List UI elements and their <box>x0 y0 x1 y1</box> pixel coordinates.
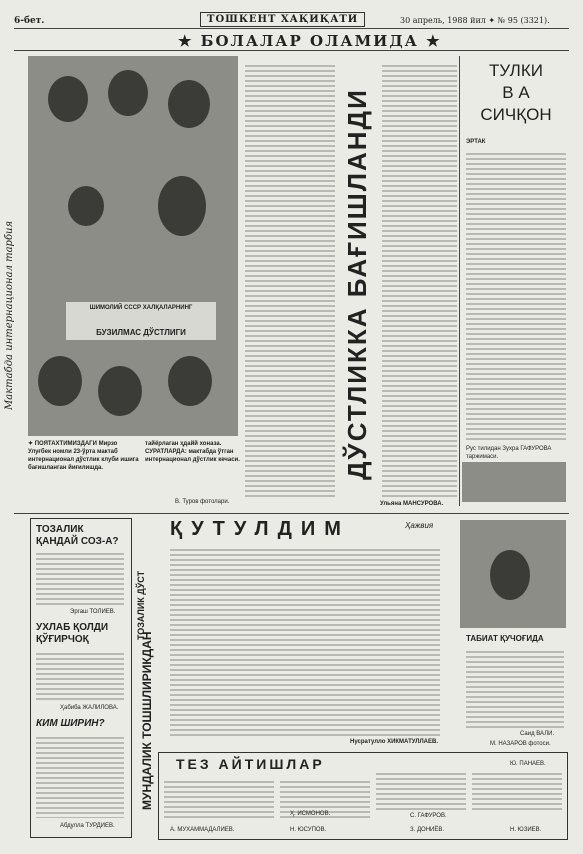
tez-aytish-col-3 <box>376 770 466 810</box>
tulki-subtitle: ЭРТАК <box>466 139 486 145</box>
main-story-column-2 <box>382 62 457 500</box>
feature-photo-credit: В. Туров фотолари. <box>175 499 230 505</box>
tulki-title-2: В А <box>502 83 530 102</box>
banner-line-2: БУЗИЛМАС ДЎСТЛИГИ <box>66 326 216 340</box>
kutuldim-title: ҚУТУЛДИМ <box>170 518 350 540</box>
tozalik-title: ТОЗАЛИК ҚАНДАЙ СОЗ-А? <box>36 524 119 547</box>
newspaper-title: ТОШКЕНТ ХАҚИҚАТИ <box>200 12 365 27</box>
tabiat-author: Саид ВАЛИ. <box>520 731 555 737</box>
section-rule <box>14 50 569 51</box>
tabiat-photo-credit: М. НАЗАРОВ фотоси. <box>490 741 551 747</box>
tulki-illustration <box>462 462 566 502</box>
kim-shirin-title: КИМ ШИРИН? <box>36 718 105 729</box>
vertical-label-2: МУНДАЛИК ТОШШЛИРИКДАН <box>140 631 154 810</box>
tez-aytish-author-2: Ҳ. ИСМОНОВ. <box>290 811 331 817</box>
tozalik-author: Эргаш ТОЛИЕВ. <box>70 609 116 615</box>
tulki-body <box>466 150 566 440</box>
tabiat-photo <box>460 520 566 628</box>
page-number: 6-бет. <box>14 16 45 26</box>
tozalik-body <box>36 550 124 606</box>
tulki-title-1: ТУЛКИ <box>489 61 543 80</box>
section-title: ★ БОЛАЛАР ОЛАМИДА ★ <box>178 32 442 50</box>
column-divider <box>459 56 460 506</box>
kutuldim-body <box>170 546 440 736</box>
banner-line-1: ШИМОЛИЙ СССР ХАЛҚАЛАРНИНГ <box>89 305 193 311</box>
main-story-headline: ДЎСТЛИККА БАҒИШЛАНДИ <box>342 88 372 480</box>
tez-aytish-author-7: Н. ЮЗИЕВ. <box>510 827 542 833</box>
tez-aytish-col-4 <box>472 770 562 810</box>
kutuldim-author: Нусратулло ХИКМАТУЛЛАЕВ. <box>350 739 439 745</box>
issue-date: 30 апрель, 1988 йил ✦ № 95 (3321). <box>400 16 550 25</box>
tabiat-body <box>466 648 564 728</box>
tabiat-title: ТАБИАТ ҚУЧОҒИДА <box>466 634 544 643</box>
tez-aytish-author-4: Н. ЮСУПОВ. <box>290 827 327 833</box>
feature-caption: ✦ ПОЯТАХТИМИЗДАГИ Мирзо Улуғбек номли 23-ўрта мактаб интернационал дўстлик клуби ишига бағишланган йиғилишда. <box>28 441 139 471</box>
kim-shirin-author: Абдулла ТУРДИЕВ. <box>60 823 115 829</box>
kutuldim-tag: Ҳажвия <box>405 521 434 530</box>
bottom-section-rule <box>14 513 569 514</box>
masthead-rule <box>14 28 569 29</box>
tez-aytish-author-6: З. ДОНИЁВ. <box>410 827 445 833</box>
uxlab-body <box>36 650 124 702</box>
uxlab-author: Ҳабиба ЖАЛИЛОВА. <box>60 705 119 711</box>
vertical-label-1: ТОЗАЛИК ДЎСТ <box>136 570 146 640</box>
tez-aytish-author-5: С. ГАФУРОВ. <box>410 813 447 819</box>
main-story-column-1 <box>245 62 335 500</box>
tez-aytish-col-1 <box>164 778 274 818</box>
main-story-author: Ульяна МАНСУРОВА. <box>380 501 444 507</box>
feature-photo-collage <box>28 56 238 436</box>
feature-caption-right: тайёрлаган ҳдайй хоназа. СУРАТЛАРДА: мактабда ўтган интернационал дўстлик кечаси. <box>145 441 240 463</box>
tez-aytish-author-3: Ю. ПАНАЕВ. <box>510 761 546 767</box>
tulki-title-3: СИЧҚОН <box>480 105 552 124</box>
tez-aytish-title: ТЕЗ АЙТИШЛАР <box>176 756 325 772</box>
tez-aytish-author-1: А. МУХАММАДАЛИЕВ. <box>170 827 235 833</box>
uxlab-title: УХЛАБ ҚОЛДИ ҚЎҒИРЧОҚ <box>36 622 109 645</box>
tulki-signoff: Рус тилидан Зухра ГАФУРОВА таржимаси. <box>466 446 552 460</box>
kim-shirin-body <box>36 734 124 818</box>
feature-vertical-label: Мактабда интернационал тарбия <box>4 220 15 410</box>
